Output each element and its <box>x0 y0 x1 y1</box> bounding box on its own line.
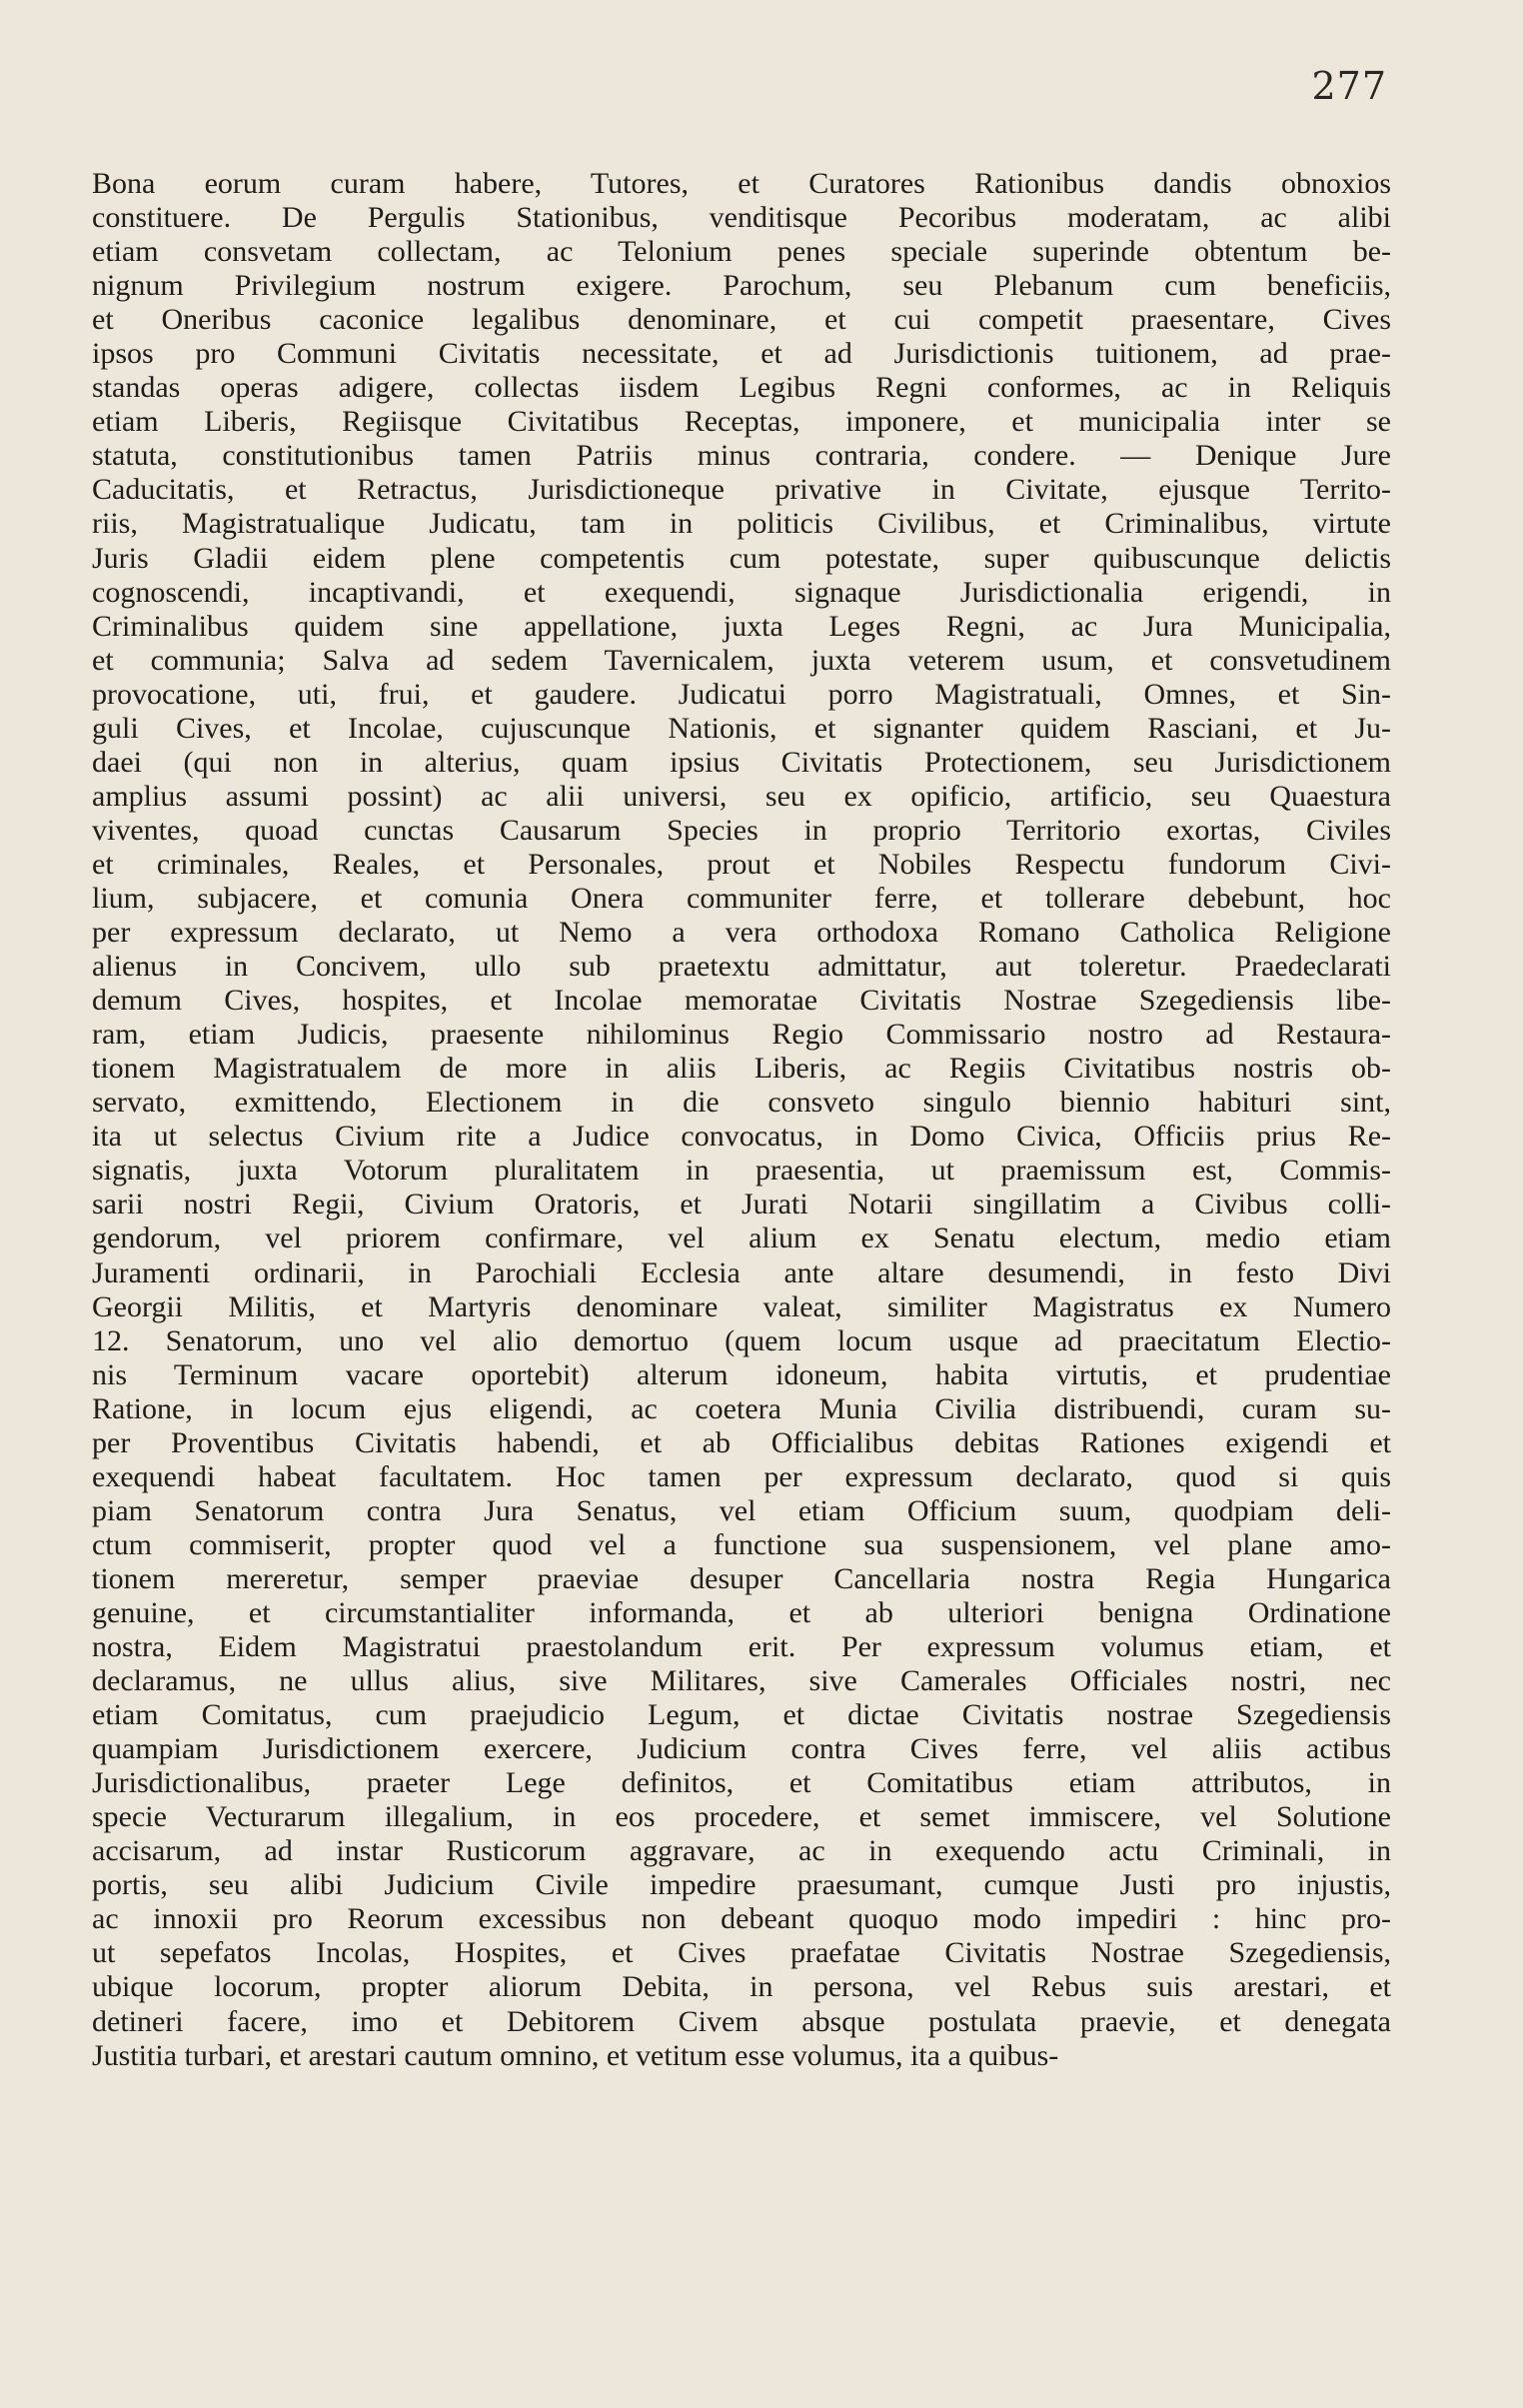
text-line: per Proventibus Civitatis habendi, et ab Officialibus debitas Rationes exigendi et <box>92 1425 1391 1459</box>
text-line: accisarum, ad instar Rusticorum aggravare, ac in exequendo actu Criminali, in <box>92 1834 1391 1868</box>
text-line: Ratione, in locum ejus eligendi, ac coetera Munia Civilia distribuendi, curam su- <box>92 1391 1391 1425</box>
text-line: sarii nostri Regii, Civium Oratoris, et Jurati Notarii singillatim a Civibus colli- <box>92 1188 1391 1221</box>
text-line: genuine, et circumstantialiter informanda, et ab ulteriori benigna Ordinatione <box>92 1595 1391 1629</box>
text-line: standas operas adigere, collectas iisdem Legibus Regni conformes, ac in Reliquis <box>92 371 1391 405</box>
text-line: et Oneribus caconice legalibus denominare, et cui competit praesentare, Cives <box>92 303 1391 337</box>
text-line: portis, seu alibi Judicium Civile impedire praesumant, cumque Justi pro injustis, <box>92 1868 1391 1902</box>
text-line: gendorum, vel priorem confirmare, vel alium ex Senatu electum, medio etiam <box>92 1221 1391 1255</box>
text-line: et communia; Salva ad sedem Tavernicalem, juxta veterem usum, et consvetudinem <box>92 643 1391 677</box>
text-line: nostra, Eidem Magistratui praestolandum erit. Per expressum volumus etiam, et <box>92 1630 1391 1664</box>
text-line: ubique locorum, propter aliorum Debita, in persona, vel Rebus suis arestari, et <box>92 1970 1391 2004</box>
text-line: exequendi habeat facultatem. Hoc tamen per expressum declarato, quod si quis <box>92 1459 1391 1493</box>
text-line: Georgii Militis, et Martyris denominare valeat, similiter Magistratus ex Numero <box>92 1289 1391 1323</box>
text-line: signatis, juxta Votorum pluralitatem in praesentia, ut praemissum est, Commis- <box>92 1154 1391 1188</box>
text-line: etiam consvetam collectam, ac Telonium penes speciale superinde obtentum be- <box>92 235 1391 269</box>
text-line: specie Vecturarum illegalium, in eos procedere, et semet immiscere, vel Solutione <box>92 1800 1391 1834</box>
text-line: per expressum declarato, ut Nemo a vera orthodoxa Romano Catholica Religione <box>92 916 1391 950</box>
text-line: amplius assumi possint) ac alii universi, seu ex opificio, artificio, seu Quaestura <box>92 779 1391 813</box>
text-line: et criminales, Reales, et Personales, prout et Nobiles Respectu fundorum Civi- <box>92 847 1391 881</box>
text-line: ita ut selectus Civium rite a Judice convocatus, in Domo Civica, Officiis prius Re- <box>92 1120 1391 1154</box>
text-line: statuta, constitutionibus tamen Patriis minus contraria, condere. — Denique Jure <box>92 439 1391 473</box>
text-line: 12. Senatorum, uno vel alio demortuo (quem locum usque ad praecitatum Electio- <box>92 1323 1391 1357</box>
text-line: viventes, quoad cunctas Causarum Species in proprio Territorio exortas, Civiles <box>92 813 1391 847</box>
text-line: daei (qui non in alterius, quam ipsius Civitatis Protectionem, seu Jurisdictionem <box>92 745 1391 779</box>
text-line: cognoscendi, incaptivandi, et exequendi, signaque Jurisdictionalia erigendi, in <box>92 575 1391 609</box>
text-line: detineri facere, imo et Debitorem Civem absque postulata praevie, et denegata <box>92 2004 1391 2038</box>
text-line: nignum Privilegium nostrum exigere. Parochum, seu Plebanum cum beneficiis, <box>92 269 1391 303</box>
text-line: tionem mereretur, semper praeviae desuper Cancellaria nostra Regia Hungarica <box>92 1561 1391 1595</box>
text-line: ut sepefatos Incolas, Hospites, et Cives praefatae Civitatis Nostrae Szegediensis, <box>92 1936 1391 1970</box>
text-line: ctum commiserit, propter quod vel a functione sua suspensionem, vel plane amo- <box>92 1527 1391 1561</box>
text-line: ipsos pro Communi Civitatis necessitate, et ad Jurisdictionis tuitionem, ad prae- <box>92 337 1391 371</box>
text-line: servato, exmittendo, Electionem in die consveto singulo biennio habituri sint, <box>92 1086 1391 1120</box>
text-line: etiam Liberis, Regiisque Civitatibus Receptas, imponere, et municipalia inter se <box>92 405 1391 439</box>
text-line: declaramus, ne ullus alius, sive Militares, sive Camerales Officiales nostri, nec <box>92 1664 1391 1698</box>
text-line: etiam Comitatus, cum praejudicio Legum, et dictae Civitatis nostrae Szegediensis <box>92 1698 1391 1732</box>
body-text <box>92 167 1391 2073</box>
text-line: ac innoxii pro Reorum excessibus non debeant quoquo modo impediri : hinc pro- <box>92 1902 1391 1936</box>
text-line: piam Senatorum contra Jura Senatus, vel etiam Officium suum, quodpiam deli- <box>92 1493 1391 1527</box>
text-line: quampiam Jurisdictionem exercere, Judicium contra Cives ferre, vel aliis actibus <box>92 1732 1391 1766</box>
text-line: lium, subjacere, et comunia Onera communiter ferre, et tollerare debebunt, hoc <box>92 881 1391 915</box>
text-line: riis, Magistratualique Judicatu, tam in politicis Civilibus, et Criminalibus, virtute <box>92 507 1391 541</box>
text-line: alienus in Concivem, ullo sub praetextu admittatur, aut toleretur. Praedeclarati <box>92 950 1391 984</box>
text-line: constituere. De Pergulis Stationibus, venditisque Pecoribus moderatam, ac alibi <box>92 201 1391 235</box>
text-line: demum Cives, hospites, et Incolae memoratae Civitatis Nostrae Szegediensis libe- <box>92 984 1391 1018</box>
text-line: Juris Gladii eidem plene competentis cum potestate, super quibuscunque delictis <box>92 541 1391 575</box>
text-line: Juramenti ordinarii, in Parochiali Ecclesia ante altare desumendi, in festo Divi <box>92 1255 1391 1289</box>
text-line: Criminalibus quidem sine appellatione, juxta Leges Regni, ac Jura Municipalia, <box>92 609 1391 643</box>
text-line: Bona eorum curam habere, Tutores, et Curatores Rationibus dandis obnoxios <box>92 167 1391 200</box>
text-line: nis Terminum vacare oportebit) alterum idoneum, habita virtutis, et prudentiae <box>92 1357 1391 1391</box>
text-line: guli Cives, et Incolae, cujuscunque Nationis, et signanter quidem Rasciani, et Ju- <box>92 711 1391 745</box>
text-line: Justitia turbari, et arestari cautum omnino, et vetitum esse volumus, ita a quibus- <box>92 2038 1059 2072</box>
text-line: ram, etiam Judicis, praesente nihilominus Regio Commissario nostro ad Restaura- <box>92 1018 1391 1052</box>
text-line: provocatione, uti, frui, et gaudere. Judicatui porro Magistratuali, Omnes, et Sin- <box>92 677 1391 711</box>
text-line: tionem Magistratualem de more in aliis Liberis, ac Regiis Civitatibus nostris ob- <box>92 1052 1391 1086</box>
text-line: Caducitatis, et Retractus, Jurisdictioneque privative in Civitate, ejusque Territo- <box>92 473 1391 507</box>
text-line: Jurisdictionalibus, praeter Lege definitos, et Comitatibus etiam attributos, in <box>92 1766 1391 1800</box>
page-number: 277 <box>1311 64 1387 108</box>
